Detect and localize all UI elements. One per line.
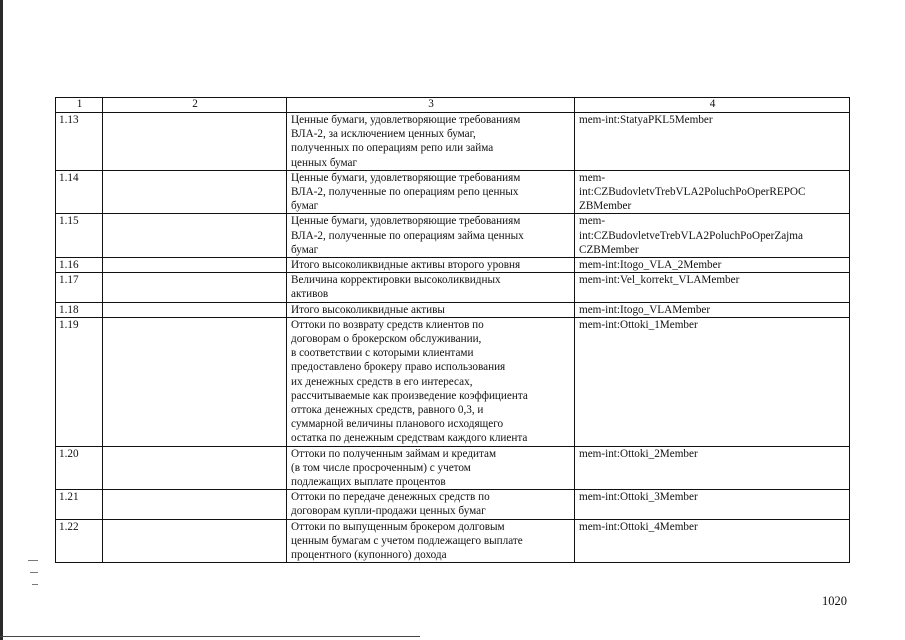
row-description bbox=[287, 113, 575, 171]
description-line: бумаг bbox=[291, 243, 319, 256]
description-line: остатка по денежным средствам каждого клиента bbox=[291, 432, 528, 445]
row-number: 1.13 bbox=[56, 113, 103, 171]
description-line: Итого высоколиквидные активы bbox=[291, 303, 445, 316]
description-line: Оттоки по возврату средств клиентов по bbox=[291, 318, 484, 331]
table-row bbox=[56, 446, 850, 490]
member-code-line: ZBMember bbox=[579, 200, 632, 213]
description-line: Итого высоколиквидные активы второго уровня bbox=[291, 259, 521, 272]
row-member-code bbox=[575, 113, 850, 171]
description-line: Ценные бумаги, удовлетворяющие требованиям bbox=[291, 171, 521, 184]
description-line: предоставлено брокеру право использования bbox=[291, 361, 506, 374]
member-code-line: int:CZBudovletveTrebVLA2PoluchPoOperZajma bbox=[579, 229, 803, 242]
row-number: 1.17 bbox=[56, 273, 103, 302]
scan-bottom-rule bbox=[0, 636, 420, 637]
member-code-line: mem-int:Ottoki_3Member bbox=[579, 491, 698, 504]
row-number: 1.21 bbox=[56, 490, 103, 519]
row-number: 1.22 bbox=[56, 519, 103, 563]
header-col-1: 1 bbox=[56, 98, 103, 113]
description-line: ВЛА-2, полученные по операциям займа ценных bbox=[291, 229, 524, 242]
member-code-line: mem- bbox=[579, 171, 606, 184]
table-row bbox=[56, 258, 850, 273]
member-code-line: mem-int:Vel_korrekt_VLAMember bbox=[579, 274, 740, 287]
member-code-line: mem- bbox=[579, 215, 606, 228]
member-code-line: mem-int:Ottoki_2Member bbox=[579, 447, 698, 460]
table-row bbox=[56, 273, 850, 302]
table-row bbox=[56, 519, 850, 563]
row-description bbox=[287, 519, 575, 563]
row-col2 bbox=[103, 446, 287, 490]
classification-table bbox=[55, 97, 850, 563]
description-line: ценных бумаг bbox=[291, 156, 358, 169]
row-col2 bbox=[103, 170, 287, 214]
table-row bbox=[56, 214, 850, 258]
member-code-line: mem-int:Ottoki_1Member bbox=[579, 318, 698, 331]
row-number: 1.18 bbox=[56, 302, 103, 317]
table-row bbox=[56, 113, 850, 171]
row-col2 bbox=[103, 519, 287, 563]
row-col2 bbox=[103, 490, 287, 519]
description-line: ВЛА-2, за исключением ценных бумаг, bbox=[291, 128, 476, 141]
header-col-4: 4 bbox=[575, 98, 850, 113]
description-line: ВЛА-2, полученные по операциям репо ценных bbox=[291, 186, 519, 199]
row-number: 1.14 bbox=[56, 170, 103, 214]
row-description bbox=[287, 302, 575, 317]
member-code-line: mem-int:StatyaPKL5Member bbox=[579, 114, 713, 126]
description-line: процентного (купонного) дохода bbox=[291, 549, 447, 562]
page-number: 1020 bbox=[822, 594, 847, 608]
header-col-3: 3 bbox=[287, 98, 575, 113]
member-code-line: mem-int:Itogo_VLAMember bbox=[579, 303, 711, 316]
description-line: договорам о брокерском обслуживании, bbox=[291, 333, 482, 346]
row-member-code bbox=[575, 214, 850, 258]
row-col2 bbox=[103, 214, 287, 258]
description-line: Ценные бумаги, удовлетворяющие требованиям bbox=[291, 215, 521, 228]
description-line: оттока денежных средств, равного 0,3, и bbox=[291, 404, 484, 417]
row-member-code bbox=[575, 258, 850, 273]
row-number: 1.19 bbox=[56, 317, 103, 446]
description-line: бумаг bbox=[291, 200, 319, 213]
description-line: (в том числе просроченным) с учетом bbox=[291, 461, 471, 474]
row-col2 bbox=[103, 317, 287, 446]
description-line: Величина корректировки высоколиквидных bbox=[291, 274, 501, 287]
row-description bbox=[287, 490, 575, 519]
row-description bbox=[287, 170, 575, 214]
member-code-line: int:CZBudovletvTrebVLA2PoluchPoOperREPOC bbox=[579, 186, 806, 199]
table-row bbox=[56, 317, 850, 446]
row-member-code bbox=[575, 317, 850, 446]
description-line: Оттоки по выпущенным брокером долговым bbox=[291, 520, 505, 533]
table-row bbox=[56, 170, 850, 214]
row-number: 1.16 bbox=[56, 258, 103, 273]
description-line: полученных по операциям репо или займа bbox=[291, 142, 494, 155]
scan-page-edge bbox=[0, 0, 3, 640]
row-description bbox=[287, 317, 575, 446]
row-col2 bbox=[103, 302, 287, 317]
row-member-code bbox=[575, 273, 850, 302]
row-member-code bbox=[575, 490, 850, 519]
description-line: рассчитываемые как произведение коэффициента bbox=[291, 389, 528, 402]
row-description bbox=[287, 446, 575, 490]
table-row bbox=[56, 302, 850, 317]
table-body bbox=[56, 113, 850, 563]
row-col2 bbox=[103, 258, 287, 273]
row-description bbox=[287, 258, 575, 273]
row-member-code bbox=[575, 170, 850, 214]
description-line: ценным бумагам с учетом подлежащего выплате bbox=[291, 534, 523, 547]
description-line: договорам купли-продажи ценных бумаг bbox=[291, 505, 486, 518]
row-col2 bbox=[103, 113, 287, 171]
description-line: Ценные бумаги, удовлетворяющие требованиям bbox=[291, 114, 521, 126]
row-member-code bbox=[575, 446, 850, 490]
description-line: активов bbox=[291, 288, 329, 301]
header-col-2: 2 bbox=[103, 98, 287, 113]
description-line: Оттоки по полученным займам и кредитам bbox=[291, 447, 497, 460]
row-col2 bbox=[103, 273, 287, 302]
row-description bbox=[287, 273, 575, 302]
description-line: суммарной величины планового исходящего bbox=[291, 418, 504, 431]
row-description bbox=[287, 214, 575, 258]
description-line: в соответствии с которыми клиентами bbox=[291, 347, 474, 360]
table-header-row bbox=[56, 98, 850, 113]
description-line: Оттоки по передаче денежных средств по bbox=[291, 491, 490, 504]
binding-marks bbox=[28, 560, 48, 600]
row-number: 1.20 bbox=[56, 446, 103, 490]
member-code-line: mem-int:Ottoki_4Member bbox=[579, 520, 698, 533]
member-code-line: mem-int:Itogo_VLA_2Member bbox=[579, 259, 722, 272]
table-row bbox=[56, 490, 850, 519]
row-member-code bbox=[575, 302, 850, 317]
member-code-line: CZBMember bbox=[579, 243, 639, 256]
row-number: 1.15 bbox=[56, 214, 103, 258]
description-line: их денежных средств в его интересах, bbox=[291, 375, 473, 388]
row-member-code bbox=[575, 519, 850, 563]
description-line: подлежащих выплате процентов bbox=[291, 476, 446, 489]
